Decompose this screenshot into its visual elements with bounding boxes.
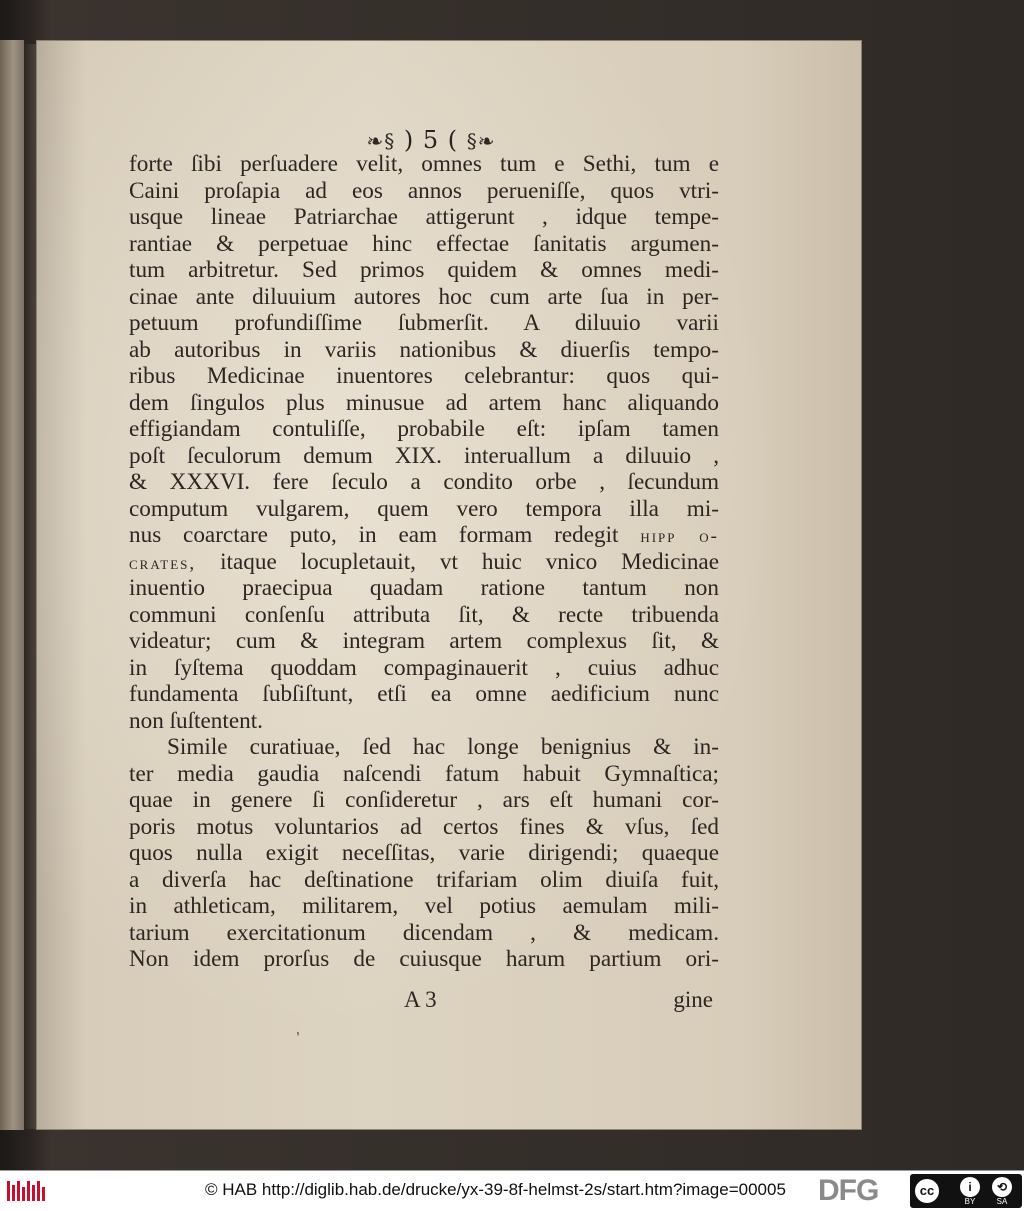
text-line: tarium exercitationum dicendam , & medicam. (129, 919, 719, 946)
dfg-logo: DFG (818, 1174, 879, 1207)
cc-license-badge[interactable] (910, 1174, 1022, 1208)
ornament-right-icon: §❧ (466, 129, 496, 153)
text-line: ter media gaudia naſcendi fatum habuit Gymnaſtica; (129, 760, 719, 787)
text-line: quos nulla exigit neceſſitas, varie dirigendi; quaeque (129, 840, 719, 866)
copyright-link[interactable]: © HAB http://diglib.hab.de/drucke/yx-39-8f-helmst-2s/start.htm?image=00005 (205, 1180, 786, 1199)
text-line: poſt ſeculorum demum XIX. interuallum a diluuio , (129, 442, 719, 469)
author-name-small-caps: crates, (129, 552, 197, 574)
text-line (129, 549, 719, 576)
previous-page-edge (0, 40, 24, 1130)
text-segment: nus coarctare puto, in eam formam redegit (129, 522, 619, 548)
signature-mark: A 3 (404, 987, 437, 1012)
text-line: ab autoribus in variis nationibus & diuerſis tempo- (129, 336, 719, 363)
text-line: ribus Medicinae inuentores celebrantur: quos qui- (129, 363, 719, 389)
page-number: ) 5 ( (403, 126, 459, 154)
text-line: forte ſibi perſuadere velit, omnes tum e Sethi, tum e (129, 151, 719, 177)
text-line: effigiandam contuliſſe, probabile eſt: ipſam tamen (129, 416, 719, 442)
text-line: Non idem prorſus de cuiusque harum partium ori- (129, 946, 719, 972)
credit-bar (0, 1170, 1024, 1211)
author-name-small-caps: hipp o- (640, 526, 720, 547)
text-line: cinae ante diluuium autores hoc cum arte ſua in per- (129, 283, 719, 310)
stray-ink-mark: , (290, 1021, 303, 1039)
body-text (129, 151, 719, 973)
text-line: dem ſingulos plus minusue ad artem hanc aliquando (129, 389, 719, 416)
text-line: videatur; cum & integram artem complexus ſit, & (129, 628, 719, 654)
cc-icon: cc (913, 1177, 941, 1205)
text-line: poris motus voluntarios ad certos fines & vſus, ſed (129, 813, 719, 840)
text-line: a diverſa hac deſtinatione trifariam olim diuiſa fuit, (129, 866, 719, 893)
text-line: fundamenta ſubſiſtunt, etſi ea omne aedificium nunc (129, 681, 719, 707)
text-segment: itaque locupletauit, vt huic vnico Medicinae (220, 548, 719, 575)
text-line (129, 522, 719, 549)
share-alike-icon: ⟲ (992, 1177, 1012, 1197)
text-line: computum vulgarem, quem vero tempora illa mi- (129, 495, 719, 522)
text-line: communi conſenſu attributa ſit, & recte tribuenda (129, 601, 719, 628)
page-footer (129, 987, 719, 1013)
text-line: tum arbitretur. Sed primos quidem & omnes medi- (129, 257, 719, 283)
text-line: in athleticam, militarem, vel potius aemulam mili- (129, 893, 719, 919)
page-header (336, 126, 526, 154)
hab-logo-icon (6, 1179, 48, 1203)
text-line: rantiae & perpetuae hinc effectae ſanitatis argumen- (129, 230, 719, 257)
text-line: inuentio praecipua quadam ratione tantum non (129, 575, 719, 601)
sa-label: SA (996, 1197, 1008, 1206)
catchword: gine (673, 987, 713, 1012)
attribution-icon: i (960, 1177, 980, 1197)
book-page (36, 40, 862, 1130)
text-line: non ſuſtentent. (129, 707, 263, 734)
text-line: in ſyſtema quoddam compaginauerit , cuius adhuc (129, 654, 719, 681)
paragraph-start-line: Simile curatiuae, ſed hac longe benignius & in- (167, 734, 719, 760)
text-line: Caini proſapia ad eos annos perueniſſe, quos vtri- (129, 177, 719, 204)
ornament-left-icon: ❧§ (366, 129, 396, 153)
text-line: & XXXVI. fere ſeculo a condito orbe , ſecundum (129, 469, 719, 495)
text-line: petuum profundiſſime ſubmerſit. A diluuio varii (129, 310, 719, 336)
book-spine (24, 44, 36, 1129)
text-line: quae in genere ſi conſideretur , ars eſt humani cor- (129, 787, 719, 813)
text-line: usque lineae Patriarchae attigerunt , idque tempe- (129, 204, 719, 230)
by-label: BY (964, 1197, 976, 1206)
